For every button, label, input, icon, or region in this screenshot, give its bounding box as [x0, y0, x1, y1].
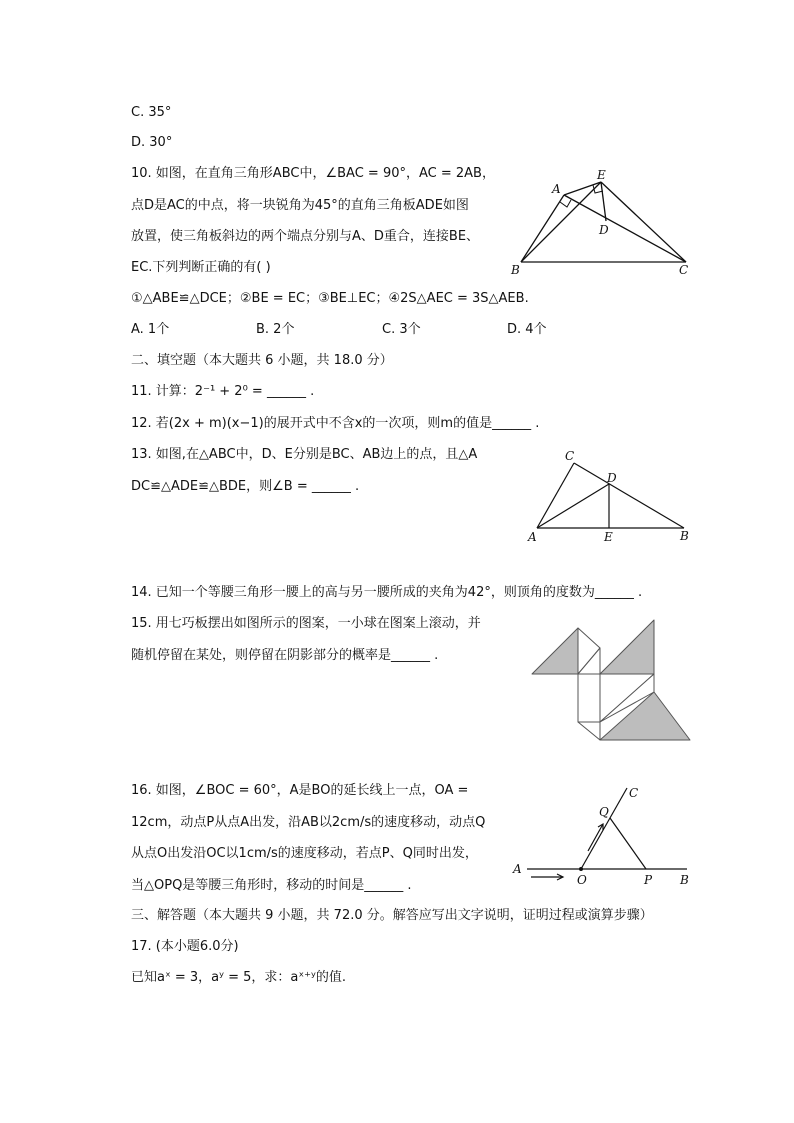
q15-line1: 15. 用七巧板摆出如图所示的图案，一小球在图案上滚动，并	[131, 616, 481, 631]
q16-line4: 当△OPQ是等腰三角形时，移动的时间是______ .	[131, 878, 412, 893]
q10-option-d: D. 4个	[507, 322, 547, 337]
fig13-label-c: C	[565, 449, 575, 463]
q10-option-c: C. 3个	[382, 322, 421, 337]
fig13-label-e: E	[604, 530, 613, 544]
fig16-point-o	[579, 867, 583, 871]
figure-q10	[500, 162, 700, 280]
q12: 12. 若(2x + m)(x−1)的展开式中不含x的一次项，则m的值是______ .	[131, 416, 540, 431]
q13-line2: DC≌△ADE≌△BDE，则∠B = ______ .	[131, 479, 360, 494]
q10-option-a: A. 1个	[131, 322, 170, 337]
q15-line2: 随机停留在某处，则停留在阴影部分的概率是______ .	[131, 648, 439, 663]
fig10-label-b: B	[511, 263, 520, 277]
fig10-label-a: A	[552, 182, 561, 196]
figure-q15-tangram	[520, 612, 700, 747]
fig13-label-a: A	[528, 530, 537, 544]
fig16-label-c: C	[629, 786, 639, 800]
q10-line2: 点D是AC的中点，将一块锐角为45°的直角三角板ADE如图	[131, 198, 469, 213]
section-2-heading: 二、填空题（本大题共 6 小题，共 18.0 分）	[131, 353, 393, 368]
q16-line3: 从点O出发沿OC以1cm/s的速度移动，若点P、Q同时出发，	[131, 846, 478, 861]
q11: 11. 计算：2⁻¹ + 2⁰ = ______ .	[131, 384, 315, 399]
q14: 14. 已知一个等腰三角形一腰上的高与另一腰所成的夹角为42°，则顶角的度数为______ .	[131, 585, 643, 600]
fig16-label-a: A	[513, 862, 522, 876]
q10-statements: ①△ABE≌△DCE；②BE = EC；③BE⊥EC；④2S△AEC = 3S△AEB.	[131, 291, 529, 306]
q17-title: 17. (本小题6.0分)	[131, 939, 239, 954]
fig10-label-d: D	[599, 223, 609, 237]
section-3-heading: 三、解答题（本大题共 9 小题，共 72.0 分。解答应写出文字说明，证明过程或演算步骤）	[131, 908, 653, 923]
q10-line4: EC.下列判断正确的有( )	[131, 260, 271, 275]
option-c-q9: C. 35°	[131, 105, 172, 120]
q16-line1: 16. 如图，∠BOC = 60°，A是BO的延长线上一点，OA =	[131, 783, 469, 798]
option-d-q9: D. 30°	[131, 135, 173, 150]
q10-line1: 10. 如图，在直角三角形ABC中，∠BAC = 90°，AC = 2AB，	[131, 166, 495, 181]
q17-body: 已知aˣ = 3，aʸ = 5，求：aˣ⁺ʸ的值.	[131, 970, 346, 985]
fig13-label-d: D	[607, 471, 617, 485]
q13-line1: 13. 如图,在△ABC中，D、E分别是BC、AB边上的点，且△A	[131, 447, 478, 462]
q16-line2: 12cm，动点P从点A出发，沿AB以2cm/s的速度移动，动点Q	[131, 815, 486, 830]
fig16-label-q: Q	[599, 805, 609, 819]
fig16-label-p: P	[644, 873, 653, 887]
fig16-label-o: O	[577, 873, 587, 887]
fig16-label-b: B	[680, 873, 689, 887]
fig13-label-b: B	[680, 529, 689, 543]
figure-q16	[505, 778, 700, 893]
q10-option-b: B. 2个	[256, 322, 295, 337]
fig10-label-c: C	[679, 263, 689, 277]
fig10-label-e: E	[597, 168, 606, 182]
figure-q13	[520, 446, 700, 546]
q10-line3: 放置，使三角板斜边的两个端点分别与A、D重合，连接BE、	[131, 229, 480, 244]
